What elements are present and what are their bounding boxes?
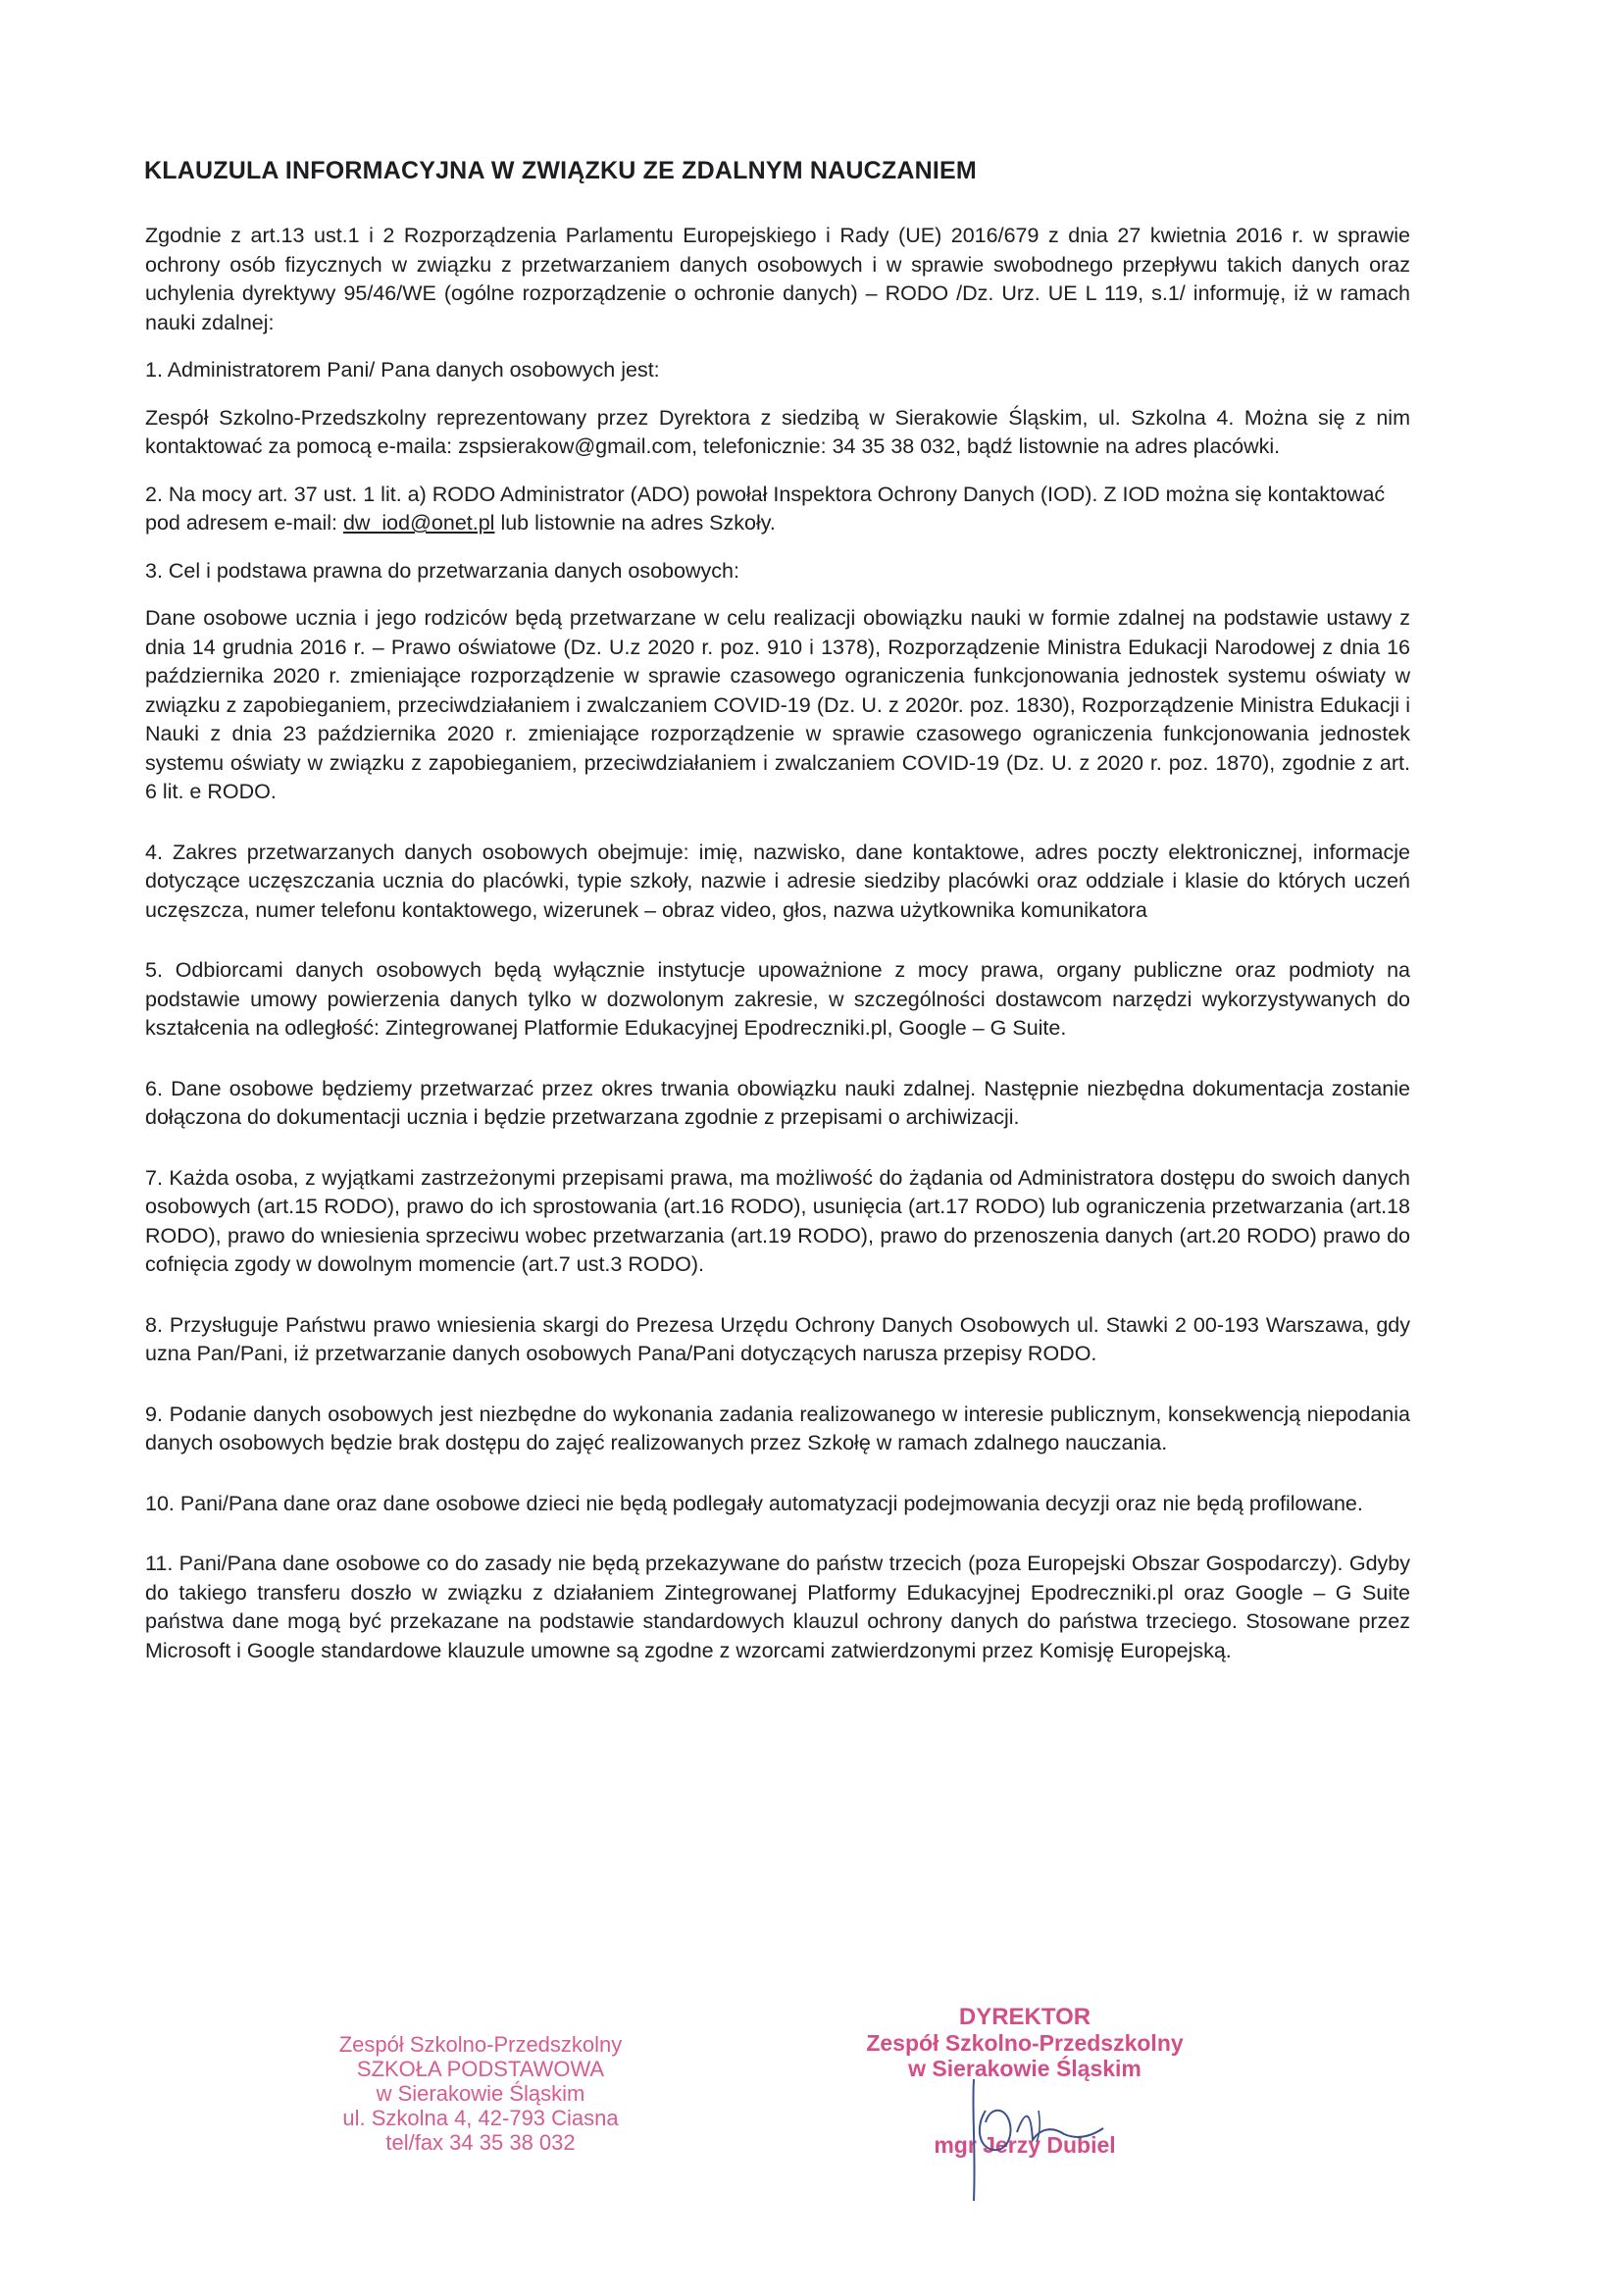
section-2-paragraph: [145, 481, 1410, 538]
director-stamp-line: Zespół Szkolno-Przedszkolny: [866, 2030, 1184, 2056]
director-title: DYREKTOR: [958, 2004, 1091, 2030]
school-stamp-line: SZKOŁA PODSTAWOWA: [356, 2057, 605, 2081]
school-stamp-line: w Sierakowie Śląskim: [376, 2081, 585, 2106]
school-stamp: [294, 2032, 667, 2155]
director-stamp-line: w Sierakowie Śląskim: [908, 2056, 1142, 2081]
document-title: KLAUZULA INFORMACYJNA W ZWIĄZKU ZE ZDALNYM NAUCZANIEM: [144, 157, 977, 184]
section-11-paragraph: 11. Pani/Pana dane osobowe co do zasady nie będą przekazywane do państw trzecich (poza Europejski Obszar Gospodarczy). Gdyby do takiego transferu doszło w związku z działaniem Zintegrowanej Platformy Edukacyjnej Epodreczniki.pl oraz Google – G Suite państwa dane mogą być przekazane na podstawie standardowych klauzul ochrony danych do państwa trzeciego. Stosowane przez Microsoft i Google standardowe klauzule umowne są zgodne z wzorcami zatwierdzonymi przez Komisję Europejską.: [145, 1552, 1410, 1662]
section-3-body: Dane osobowe ucznia i jego rodziców będą przetwarzane w celu realizacji obowiązku nauki w formie zdalnej na podstawie ustawy z dnia 14 grudnia 2016 r. – Prawo oświatowe (Dz. U.z 2020 r. poz. 910 i 1378), Rozporządzenie Ministra Edukacji Narodowej z dnia 16 października 2020 r. zmieniające rozporządzenie w sprawie czasowego ograniczenia funkcjonowania jednostek systemu oświaty w związku z zapobieganiem, przeciwdziałaniem i zwalczaniem COVID-19 (Dz. U. z 2020r. poz. 1830), Rozporządzenie Ministra Edukacji i Nauki z dnia 23 października 2020 r. zmieniające rozporządzenie w sprawie czasowego ograniczenia funkcjonowania jednostek systemu oświaty w związku z zapobieganiem, przeciwdziałaniem i zwalczaniem COVID-19 (Dz. U. z 2020 r. poz. 1870), zgodnie z art. 6 lit. e RODO.: [145, 606, 1410, 803]
school-stamp-line: Zespół Szkolno-Przedszkolny: [338, 2032, 623, 2057]
section-1-heading: 1. Administratorem Pani/ Pana danych osobowych jest:: [145, 358, 660, 382]
section-2-text-before: 2. Na mocy art. 37 ust. 1 lit. a) RODO Administrator (ADO) powołał Inspektora Ochrony Danych (IOD). Z IOD można się kontaktować pod adresem e-mail:: [145, 482, 1386, 535]
section-7-paragraph: 7. Każda osoba, z wyjątkami zastrzeżonymi przepisami prawa, ma możliwość do żądania od Administratora dostępu do swoich danych osobowych (art.15 RODO), prawo do ich sprostowania (art.16 RODO), usunięcia (art.17 RODO) lub ograniczenia przetwarzania (art.18 RODO), prawo do wniesienia sprzeciwu wobec przetwarzania (art.19 RODO), prawo do przenoszenia danych (art.20 RODO) prawo do cofnięcia zgody w dowolnym momencie (art.7 ust.3 RODO).: [145, 1165, 1410, 1276]
section-9-paragraph: 9. Podanie danych osobowych jest niezbędne do wykonania zadania realizowanego w interesie publicznym, konsekwencją niepodania danych osobowych będzie brak dostępu do zajęć realizowanych przez Szkołę w ramach zdalnego nauczania.: [145, 1402, 1410, 1454]
section-5-paragraph: 5. Odbiorcami danych osobowych będą wyłącznie instytucje upoważnione z mocy prawa, organy publiczne oraz podmioty na podstawie umowy powierzenia danych tylko w dozwolonym zakresie, w szczególności dostawcom narzędzi wykorzystywanych do kształcenia na odległość: Zintegrowanej Platformie Edukacyjnej Epodreczniki.pl, Google – G Suite.: [145, 958, 1410, 1040]
section-10-paragraph: 10. Pani/Pana dane oraz dane osobowe dzieci nie będą podlegały automatyzacji podejmowania decyzji oraz nie będą profilowane.: [145, 1491, 1363, 1515]
iod-email-link[interactable]: dw_iod@onet.pl: [342, 511, 495, 535]
section-6-paragraph: 6. Dane osobowe będziemy przetwarzać przez okres trwania obowiązku nauki zdalnej. Następnie niezbędna dokumentacja zostanie dołączona do dokumentacji ucznia i będzie przetwarzana zgodnie z przepisami o archiwizacji.: [145, 1076, 1410, 1129]
document-body: [145, 222, 1410, 1684]
school-stamp-line: ul. Szkolna 4, 42-793 Ciasna: [342, 2106, 619, 2130]
school-stamp-line: tel/fax 34 35 38 032: [385, 2130, 576, 2155]
director-name: mgr Jerzy Dubiel: [934, 2132, 1116, 2158]
section-8-paragraph: 8. Przysługuje Państwu prawo wniesienia skargi do Prezesa Urzędu Ochrony Danych Osobowych ul. Stawki 2 00-193 Warszawa, gdy uzna Pan/Pani, iż przetwarzanie danych osobowych Pana/Pani dotyczących narusza przepisy RODO.: [145, 1312, 1410, 1365]
intro-paragraph: Zgodnie z art.13 ust.1 i 2 Rozporządzenia Parlamentu Europejskiego i Rady (UE) 2016/679 z dnia 27 kwietnia 2016 r. w sprawie ochrony osób fizycznych w związku z przetwarzaniem danych osobowych i w sprawie swobodnego przepływu takich danych oraz uchylenia dyrektywy 95/46/WE (ogólne rozporządzenie o ochronie danych) – RODO /Dz. Urz. UE L 119, s.1/ informuję, iż w ramach nauki zdalnej:: [145, 224, 1410, 334]
section-3-heading: 3. Cel i podstawa prawna do przetwarzania danych osobowych:: [145, 558, 739, 583]
section-1-body: Zespół Szkolno-Przedszkolny reprezentowany przez Dyrektora z siedzibą w Sierakowie Śląskim, ul. Szkolna 4. Można się z nim kontaktować za pomocą e-maila: zspsierakow@gmail.com, telefonicznie: 34 35 38 032, bądź listownie na adres placówki.: [145, 405, 1410, 458]
section-4-paragraph: 4. Zakres przetwarzanych danych osobowych obejmuje: imię, nazwisko, dane kontaktowe, adres poczty elektronicznej, informacje dotyczące uczęszczania ucznia do placówki, typie szkoły, nazwie i adresie siedziby placówki oraz oddziale i klasie do których uczeń uczęszcza, numer telefonu kontaktowego, wizerunek – obraz video, głos, nazwa użytkownika komunikatora: [145, 840, 1410, 922]
section-2-text-after: lub listownie na adres Szkoły.: [494, 511, 776, 535]
handwritten-signature: [946, 2071, 1113, 2209]
